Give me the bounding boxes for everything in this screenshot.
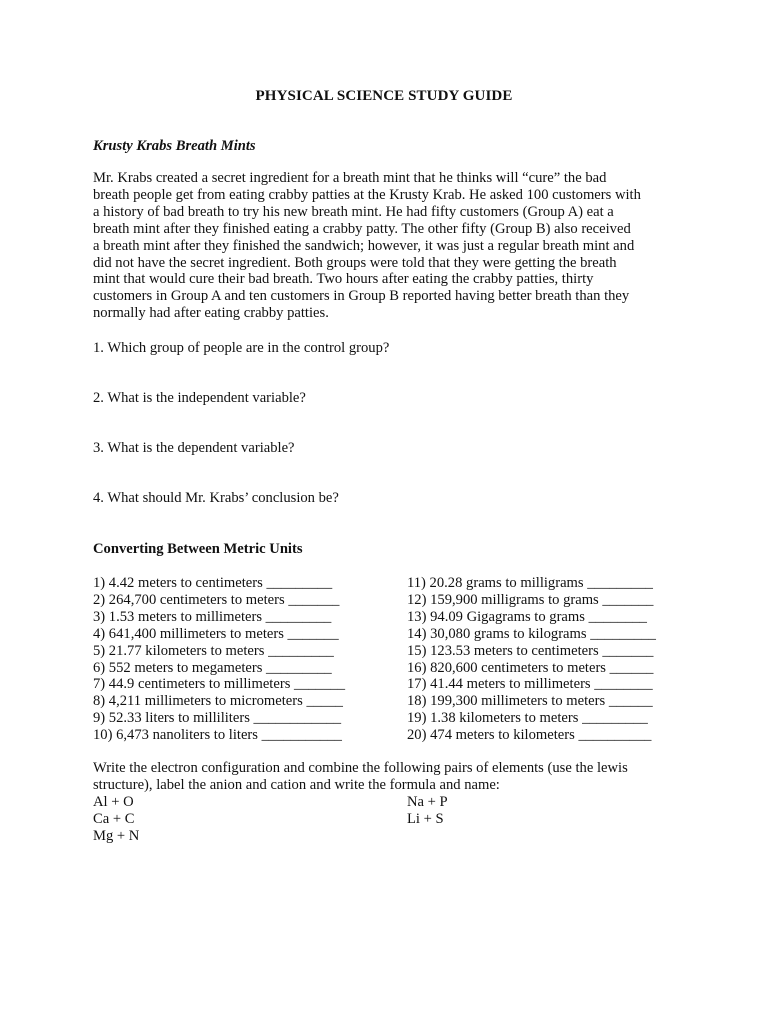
paragraph-line: a breath mint after they finished the sandwich; however, it was just a regular breath mint and bbox=[93, 237, 635, 254]
element-pairs-left bbox=[93, 794, 139, 845]
conversion-item: 2) 264,700 centimeters to meters _______ bbox=[93, 591, 340, 608]
conversion-item: 6) 552 meters to megameters _________ bbox=[93, 659, 332, 676]
instruction-line: Write the electron configuration and combine the following pairs of elements (use the lewis bbox=[93, 760, 628, 776]
conversion-item: 11) 20.28 grams to milligrams _________ bbox=[407, 575, 653, 591]
element-pairs-right bbox=[407, 794, 448, 828]
conversion-item: 20) 474 meters to kilometers __________ bbox=[407, 727, 652, 744]
conversion-item: 12) 159,900 milligrams to grams _______ bbox=[407, 591, 654, 608]
conversion-item: 18) 199,300 millimeters to meters ______ bbox=[407, 693, 653, 710]
paragraph-line: Mr. Krabs created a secret ingredient for a breath mint that he thinks will “cure” the bad bbox=[93, 170, 607, 186]
question-2: 2. What is the independent variable? bbox=[93, 390, 306, 406]
conversion-item: 14) 30,080 grams to kilograms _________ bbox=[407, 625, 656, 642]
conversion-item: 4) 641,400 millimeters to meters _______ bbox=[93, 625, 339, 642]
paragraph-line: customers in Group A and ten customers in Group B reported having better breath than they bbox=[93, 288, 630, 305]
paragraph-line: a history of bad breath to try his new breath mint. He had fifty customers (Group A) eat a bbox=[93, 203, 614, 220]
conversion-item: 17) 41.44 meters to millimeters ________ bbox=[407, 676, 653, 693]
paragraph-line: mint that would cure their bad breath. Two hours after eating the crabby patties, thirty bbox=[93, 271, 594, 288]
conversion-item: 5) 21.77 kilometers to meters _________ bbox=[93, 642, 334, 659]
paragraph-line: normally had after eating crabby patties. bbox=[93, 305, 329, 322]
page-title: PHYSICAL SCIENCE STUDY GUIDE bbox=[255, 88, 513, 104]
conversion-item: 1) 4.42 meters to centimeters _________ bbox=[93, 575, 333, 591]
conversion-item: 10) 6,473 nanoliters to liters ___________ bbox=[93, 727, 342, 744]
element-pair: Al + O bbox=[93, 794, 134, 810]
instruction-line: structure), label the anion and cation and write the formula and name: bbox=[93, 776, 500, 793]
conversion-item: 7) 44.9 centimeters to millimeters _______ bbox=[93, 676, 346, 693]
conversion-item: 3) 1.53 meters to millimeters _________ bbox=[93, 608, 332, 625]
element-pair: Li + S bbox=[407, 811, 444, 827]
conversion-item: 15) 123.53 meters to centimeters _______ bbox=[407, 642, 654, 659]
section-heading-breath-mints: Krusty Krabs Breath Mints bbox=[93, 138, 256, 154]
question-3: 3. What is the dependent variable? bbox=[93, 440, 295, 456]
conversion-item: 16) 820,600 centimeters to meters ______ bbox=[407, 659, 654, 676]
question-4: 4. What should Mr. Krabs’ conclusion be? bbox=[93, 490, 339, 506]
element-pair: Ca + C bbox=[93, 811, 135, 827]
conversion-item: 8) 4,211 millimeters to micrometers _____ bbox=[93, 693, 343, 710]
element-pair: Mg + N bbox=[93, 828, 140, 844]
conversion-item: 13) 94.09 Gigagrams to grams ________ bbox=[407, 608, 647, 625]
conversion-list-right bbox=[407, 575, 656, 744]
paragraph-line: breath people get from eating crabby patties at the Krusty Krab. He asked 100 customers with bbox=[93, 186, 641, 203]
conversion-item: 9) 52.33 liters to milliliters ____________ bbox=[93, 710, 342, 727]
experiment-description bbox=[93, 170, 683, 322]
question-1: 1. Which group of people are in the control group? bbox=[93, 340, 390, 356]
conversion-item: 19) 1.38 kilometers to meters _________ bbox=[407, 710, 648, 727]
paragraph-line: did not have the secret ingredient. Both groups were told that they were getting the breath bbox=[93, 254, 617, 271]
element-pairs-instructions bbox=[93, 760, 693, 794]
element-pair: Na + P bbox=[407, 794, 448, 810]
section-heading-metric-units: Converting Between Metric Units bbox=[93, 541, 303, 557]
paragraph-line: breath mint after they finished eating a crabby patty. The other fifty (Group B) also received bbox=[93, 220, 631, 237]
conversion-list-left bbox=[93, 575, 345, 744]
